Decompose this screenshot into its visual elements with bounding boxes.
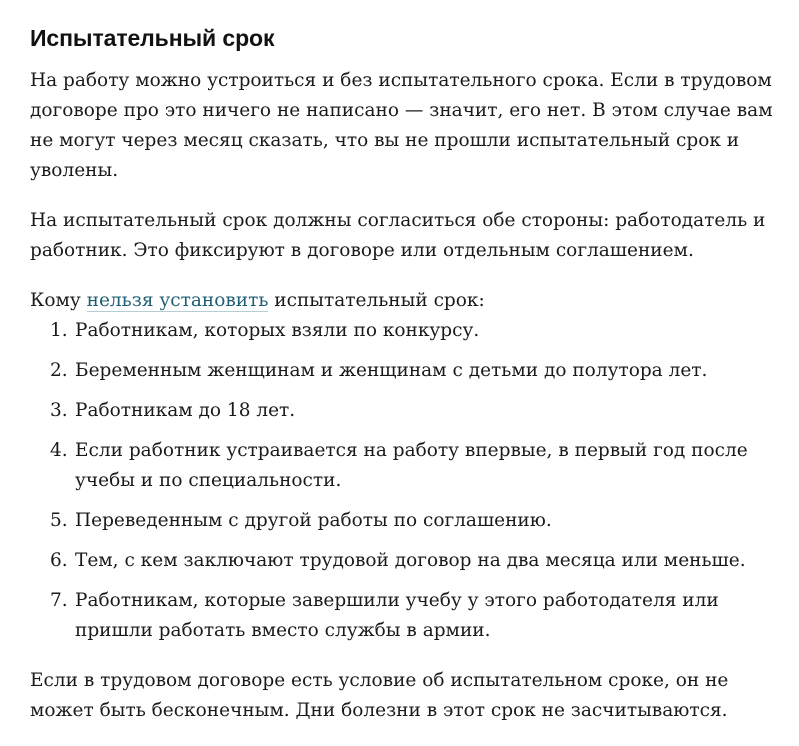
list-item-text: Работникам до 18 лет. (75, 400, 296, 421)
section-heading: Испытательный срок (30, 25, 275, 51)
list-intro (30, 286, 780, 316)
list-item-text: Работникам, которых взяли по конкурсу. (75, 320, 480, 341)
list-intro-after: испытательный срок: (268, 290, 485, 311)
list-item-number: 4. (50, 440, 68, 461)
list-item (30, 396, 780, 426)
paragraph-not-endless: Если в трудовом договоре есть условие об испытательном сроке, он не может быть бесконечным. Дни болезни в этот срок не засчитываются. (30, 670, 729, 721)
list-item-text: Переведенным с другой работы по соглашению. (75, 510, 552, 531)
list-item-number: 7. (50, 590, 68, 611)
list-item-number: 6. (50, 550, 68, 571)
list-item (30, 316, 780, 346)
list-item (30, 506, 780, 536)
link-cannot-establish[interactable]: нельзя установить (86, 290, 269, 311)
list-item-text: Если работник устраивается на работу впервые, в первый год после учебы и по специальности. (75, 440, 748, 491)
list-item-number: 3. (50, 400, 68, 421)
list-item-text: Тем, с кем заключают трудовой договор на два месяца или меньше. (75, 550, 746, 571)
list-item (30, 546, 780, 576)
paragraph-mutual-agreement: На испытательный срок должны согласиться обе стороны: работодатель и работник. Это фиксируют в договоре или отдельным соглашением. (30, 210, 766, 261)
list-item-number: 2. (50, 360, 68, 381)
list-item (30, 356, 780, 386)
list-item-text: Работникам, которые завершили учебу у этого работодателя или пришли работать вместо службы в армии. (75, 590, 719, 641)
list-item (30, 436, 780, 496)
paragraph-probation-optional: На работу можно устроиться и без испытательного срока. Если в трудовом договоре про это ничего не написано — значит, его нет. В этом случае вам не могут через месяц сказать, что вы не прошли испытательный срок и уволены. (30, 70, 773, 181)
list-item (30, 586, 780, 646)
list-item-number: 5. (50, 510, 68, 531)
exemptions-list (30, 316, 780, 646)
list-item-text: Беременным женщинам и женщинам с детьми до полутора лет. (75, 360, 708, 381)
list-item-number: 1. (50, 320, 68, 341)
article (30, 22, 780, 746)
list-intro-before: Кому (30, 290, 87, 311)
